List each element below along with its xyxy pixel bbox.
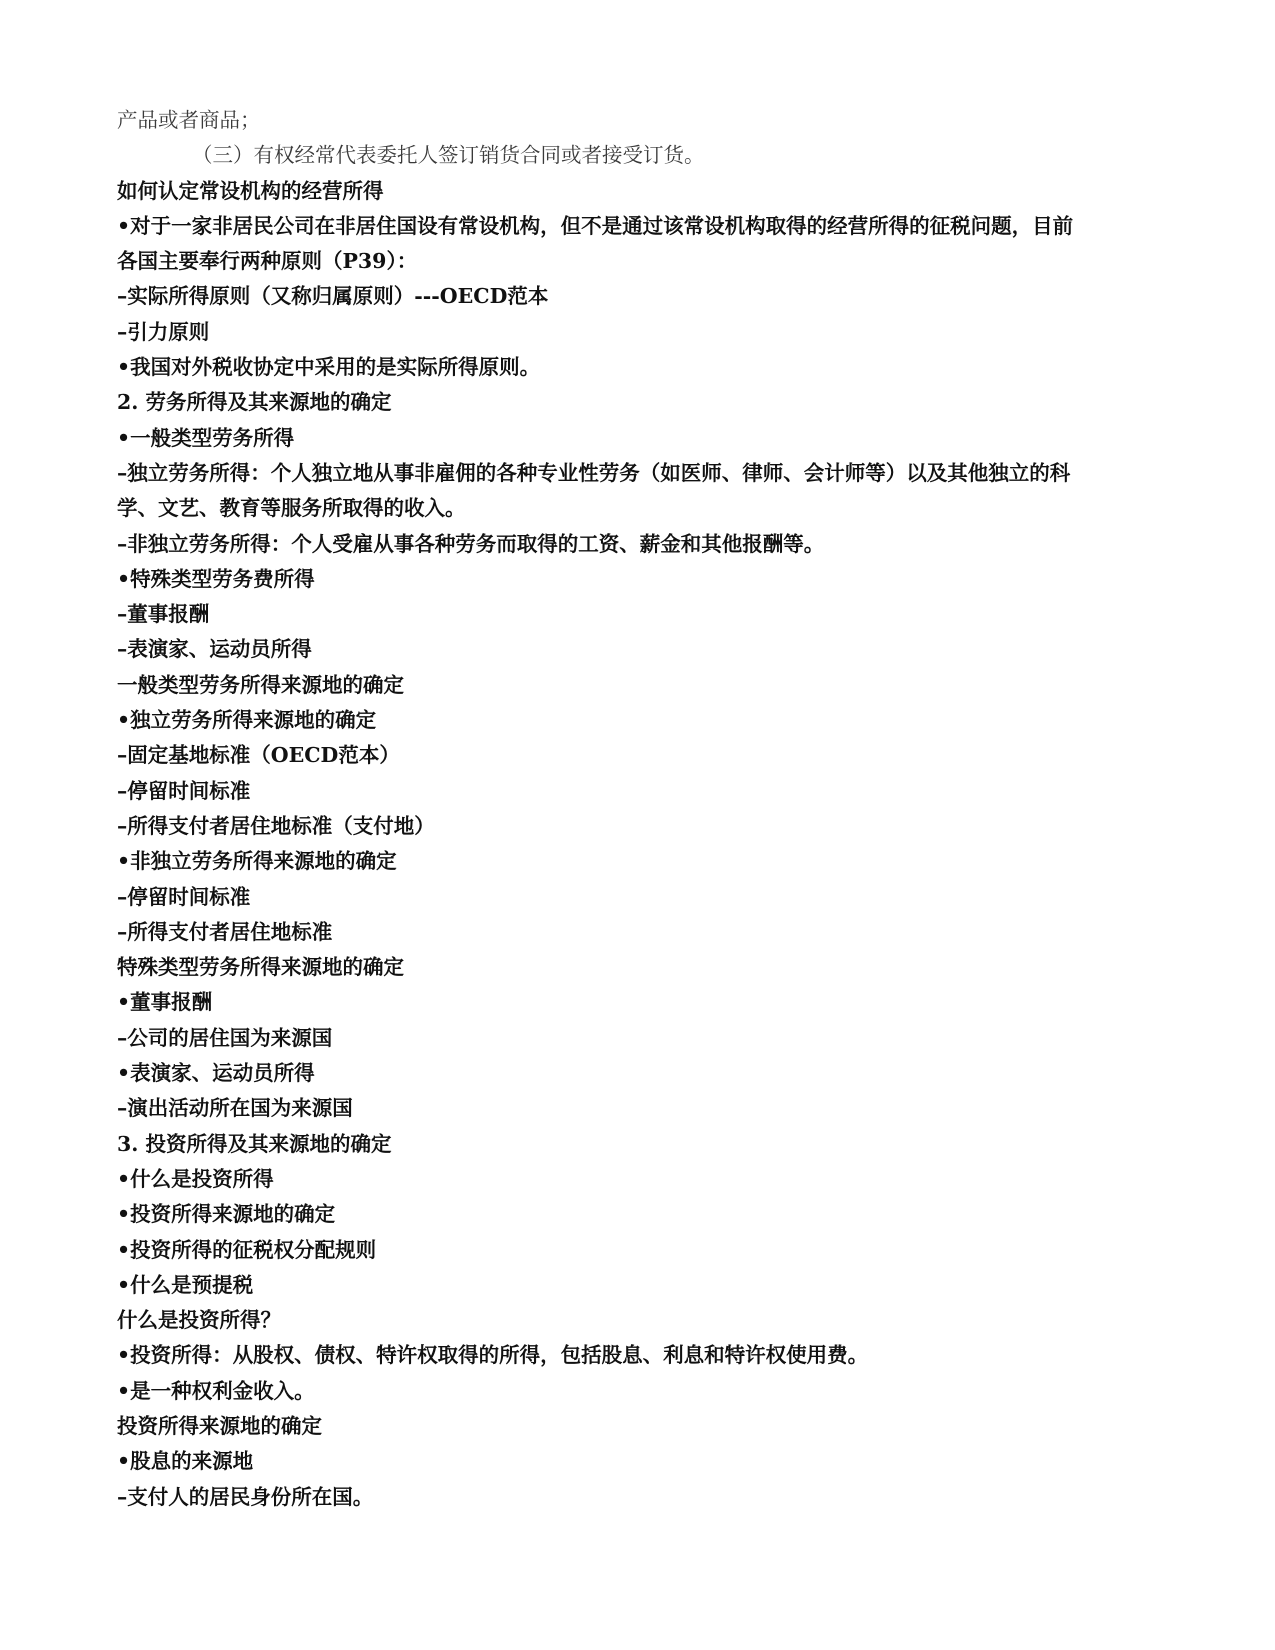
sub-item: –表演家、运动员所得 [117, 637, 312, 662]
sub-item: –董事报酬 [117, 602, 210, 627]
text-line: 学、文艺、教育等服务所取得的收入。 [117, 496, 466, 521]
section-heading: 如何认定常设机构的经营所得 [117, 178, 384, 203]
sub-item: –停留时间标准 [117, 884, 251, 909]
bullet-item: •什么是预提税 [117, 1272, 254, 1297]
section-heading: 3. 投资所得及其来源地的确定 [117, 1131, 392, 1156]
bullet-item: •我国对外税收协定中采用的是实际所得原则。 [117, 355, 541, 380]
bullet-item: •董事报酬 [117, 990, 213, 1015]
sub-item: –固定基地标准（OECD范本） [117, 743, 400, 768]
bullet-item: •特殊类型劳务费所得 [117, 566, 315, 591]
text-line: 产品或者商品； [117, 108, 261, 132]
section-heading: 一般类型劳务所得来源地的确定 [117, 672, 404, 697]
bullet-item: •对于一家非居民公司在非居住国设有常设机构，但不是通过该常设机构取得的经营所得的征税问题，目前 [117, 213, 1074, 238]
section-heading: 投资所得来源地的确定 [117, 1413, 322, 1438]
sub-item: –支付人的居民身份所在国。 [117, 1484, 374, 1509]
bullet-item: •投资所得：从股权、债权、特许权取得的所得，包括股息、利息和特许权使用费。 [117, 1343, 869, 1368]
sub-item: –所得支付者居住地标准（支付地） [117, 813, 435, 838]
sub-item: –独立劳务所得：个人独立地从事非雇佣的各种专业性劳务（如医师、律师、会计师等）以及其他独立的科 [117, 460, 1071, 485]
bullet-item: •什么是投资所得 [117, 1166, 274, 1191]
sub-item: –所得支付者居住地标准 [117, 919, 333, 944]
text-line: 各国主要奉行两种原则（P39）： [117, 249, 418, 274]
bullet-item: •股息的来源地 [117, 1449, 254, 1474]
bullet-item: •是一种权利金收入。 [117, 1378, 315, 1403]
section-heading: 特殊类型劳务所得来源地的确定 [117, 955, 404, 980]
sub-item: –非独立劳务所得：个人受雇从事各种劳务而取得的工资、薪金和其他报酬等。 [117, 531, 825, 556]
sub-item: –公司的居住国为来源国 [117, 1025, 333, 1050]
bullet-item: •一般类型劳务所得 [117, 425, 295, 450]
bullet-item: •独立劳务所得来源地的确定 [117, 708, 377, 733]
section-heading: 什么是投资所得？ [117, 1308, 281, 1333]
section-heading: 2. 劳务所得及其来源地的确定 [117, 390, 392, 415]
bullet-item: •表演家、运动员所得 [117, 1061, 315, 1086]
document-body [117, 103, 1157, 1515]
sub-item: –停留时间标准 [117, 778, 251, 803]
text-line: （三）有权经常代表委托人签订销货合同或者接受订货。 [192, 143, 705, 168]
bullet-item: •非独立劳务所得来源地的确定 [117, 849, 397, 874]
sub-item: –演出活动所在国为来源国 [117, 1096, 353, 1121]
sub-item: –实际所得原则（又称归属原则）---OECD范本 [117, 284, 549, 309]
bullet-item: •投资所得来源地的确定 [117, 1202, 336, 1227]
bullet-item: •投资所得的征税权分配规则 [117, 1237, 377, 1262]
sub-item: –引力原则 [117, 319, 210, 344]
